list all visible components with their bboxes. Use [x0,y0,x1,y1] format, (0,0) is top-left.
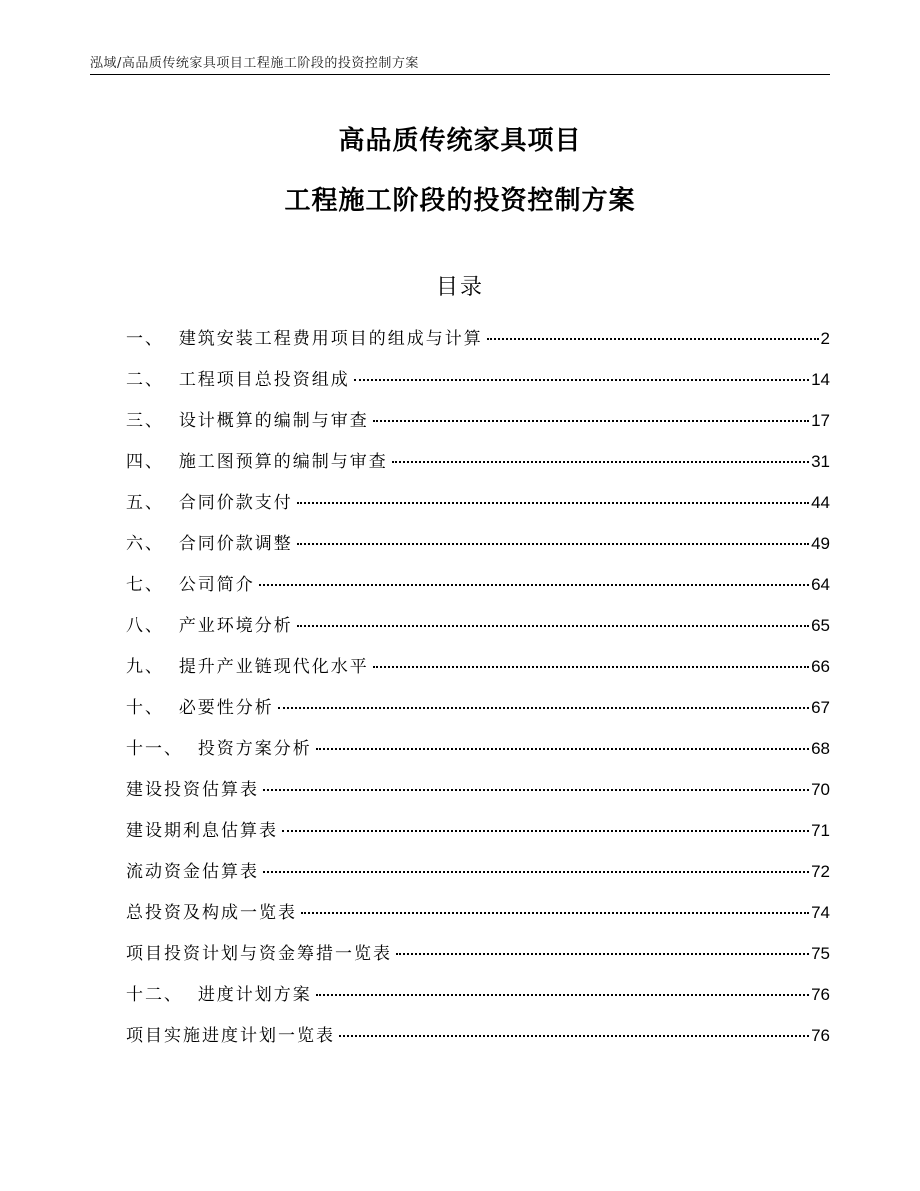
toc-entry-label: 投资方案分析 [197,739,312,759]
toc-entry-page: 44 [811,493,830,512]
toc-entry-page: 67 [811,698,830,717]
header-rule [90,74,830,75]
toc-leader-dots [263,871,809,873]
toc-entry-page: 49 [811,534,830,553]
toc-leader-dots [316,748,809,750]
toc-entry-number: 四、 [126,452,179,472]
toc-entry-page: 68 [811,739,830,758]
toc-entry-page: 75 [811,944,830,963]
toc-entry-number: 五、 [126,493,179,513]
toc-leader-dots [297,502,809,504]
toc-entry[interactable] [126,529,830,570]
toc-entry[interactable] [126,734,830,775]
toc-entry-page: 76 [811,985,830,1004]
toc-entry-label: 产业环境分析 [178,616,293,636]
toc-entry-number: 七、 [126,575,179,595]
toc-entry-label: 建筑安装工程费用项目的组成与计算 [178,329,483,349]
toc-entry-number: 二、 [126,370,179,390]
toc-entry-number: 三、 [126,411,179,431]
toc-entry[interactable] [126,406,830,447]
toc-entry-page: 71 [811,821,830,840]
toc-entry[interactable] [126,570,830,611]
toc-leader-dots [392,461,809,463]
toc-entry[interactable] [126,652,830,693]
toc-entry-page: 65 [811,616,830,635]
toc-entry-label: 工程项目总投资组成 [178,370,350,390]
running-header: 泓域/高品质传统家具项目工程施工阶段的投资控制方案 [90,56,419,71]
toc-leader-dots [263,789,809,791]
toc-entry-label: 项目投资计划与资金筹措一览表 [126,944,392,964]
toc-entry-number: 十、 [126,698,179,718]
toc-heading: 目录 [435,275,484,300]
toc-leader-dots [373,420,809,422]
toc-entry-page: 66 [811,657,830,676]
toc-entry-label: 设计概算的编制与审查 [178,411,369,431]
document-title-line-2: 工程施工阶段的投资控制方案 [284,186,636,216]
toc-entry-page: 74 [811,903,830,922]
table-of-contents [126,324,830,1062]
toc-leader-dots [339,1035,809,1037]
toc-entry-number: 八、 [126,616,179,636]
toc-entry-label: 公司简介 [178,575,255,595]
toc-entry[interactable] [126,857,830,898]
toc-entry-label: 合同价款支付 [178,493,293,513]
document-title-line-1: 高品质传统家具项目 [338,126,582,156]
toc-leader-dots [278,707,809,709]
toc-entry[interactable] [126,365,830,406]
toc-leader-dots [297,625,809,627]
toc-leader-dots [396,953,809,955]
toc-entry-number: 十二、 [126,985,198,1005]
toc-leader-dots [316,994,809,996]
toc-leader-dots [487,338,819,340]
toc-entry-label: 建设期利息估算表 [126,821,278,841]
toc-entry-number: 六、 [126,534,179,554]
toc-leader-dots [282,830,809,832]
toc-entry-page: 64 [811,575,830,594]
toc-entry-page: 70 [811,780,830,799]
toc-leader-dots [301,912,809,914]
toc-entry-page: 76 [811,1026,830,1045]
toc-entry-page: 31 [811,452,830,471]
toc-entry[interactable] [126,693,830,734]
toc-entry-page: 2 [820,329,830,348]
toc-entry-label: 进度计划方案 [197,985,312,1005]
toc-entry[interactable] [126,447,830,488]
toc-entry-number: 一、 [126,329,179,349]
toc-leader-dots [297,543,809,545]
toc-leader-dots [373,666,809,668]
toc-entry[interactable] [126,816,830,857]
toc-entry-label: 建设投资估算表 [126,780,259,800]
toc-entry[interactable] [126,939,830,980]
toc-entry-label: 流动资金估算表 [126,862,259,882]
toc-entry[interactable] [126,980,830,1021]
toc-entry-page: 72 [811,862,830,881]
toc-entry[interactable] [126,898,830,939]
toc-entry-label: 总投资及构成一览表 [126,903,297,923]
toc-entry[interactable] [126,775,830,816]
toc-entry-number: 十一、 [126,739,198,759]
toc-entry-label: 项目实施进度计划一览表 [126,1026,335,1046]
toc-entry-label: 合同价款调整 [178,534,293,554]
toc-entry[interactable] [126,324,830,365]
toc-entry-number: 九、 [126,657,179,677]
toc-entry[interactable] [126,1021,830,1062]
toc-entry[interactable] [126,488,830,529]
toc-entry-label: 必要性分析 [178,698,274,718]
toc-entry-label: 施工图预算的编制与审查 [178,452,388,472]
toc-entry[interactable] [126,611,830,652]
toc-leader-dots [354,379,809,381]
toc-entry-page: 14 [811,370,830,389]
toc-entry-label: 提升产业链现代化水平 [178,657,369,677]
toc-leader-dots [259,584,809,586]
toc-entry-page: 17 [811,411,830,430]
